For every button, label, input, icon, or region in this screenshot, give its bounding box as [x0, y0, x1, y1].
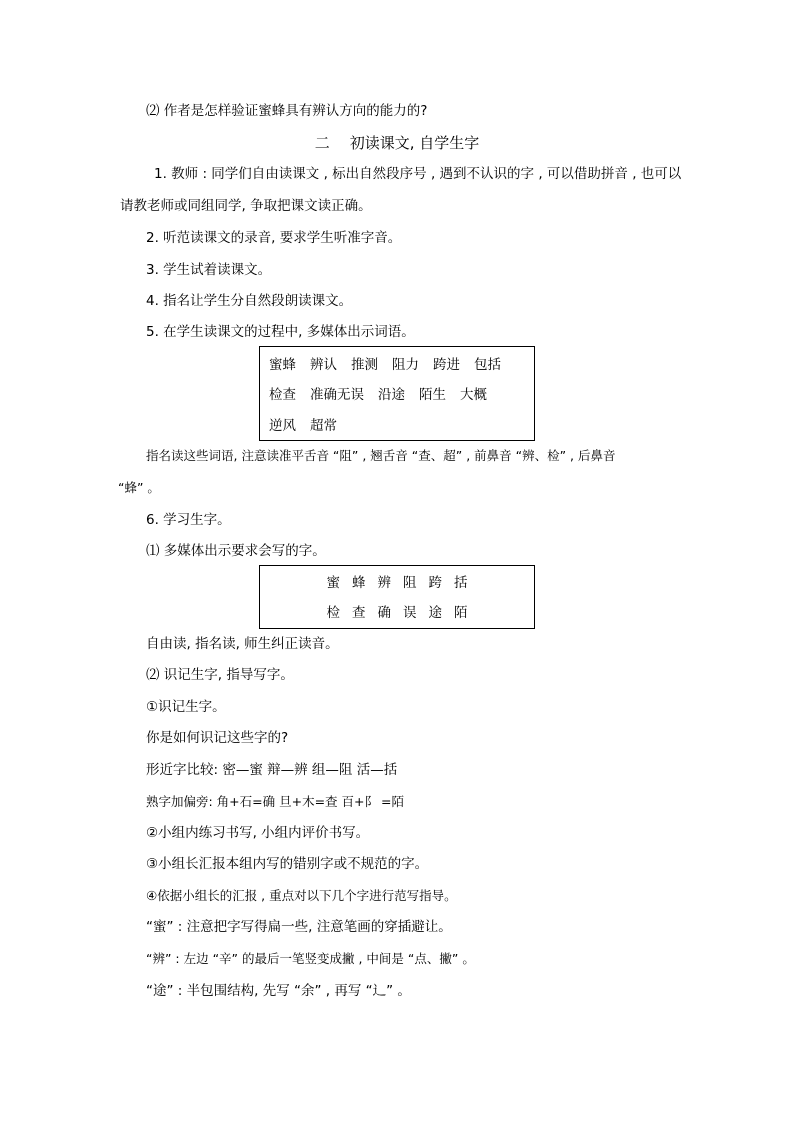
section-number: 二 — [314, 134, 330, 152]
char: 跨 — [428, 575, 442, 591]
char: 误 — [403, 605, 417, 621]
char: 括 — [454, 575, 468, 591]
section-title: 初读课文, 自学生字 — [349, 134, 480, 152]
word: 陌生 — [419, 387, 446, 403]
word: 大概 — [460, 387, 487, 403]
step-3: 3. 学生试着读课文。 — [146, 262, 272, 278]
how-question: 你是如何识记这些字的? — [146, 730, 289, 746]
compare-line: 形近字比较: 密—蜜 辩—辨 组—阻 活—括 — [146, 762, 398, 778]
char: 确 — [377, 605, 391, 621]
char: 查 — [352, 605, 366, 621]
step-6: 6. 学习生字。 — [146, 512, 231, 528]
step-4: 4. 指名让学生分自然段朗读课文。 — [146, 293, 353, 309]
word: 逆风 — [269, 418, 296, 434]
chars-row-2 — [260, 604, 534, 622]
reading-note-line-1: 指名读这些词语, 注意读准平舌音 “阻” , 翘舌音 “查、超” , 前鼻音 “辨、检” , 后鼻音 — [146, 448, 616, 463]
circle-2: ②小组内练习书写, 小组内评价书写。 — [146, 825, 370, 841]
note-mi: “蜜” : 注意把字写得扁一些, 注意笔画的穿插避让。 — [146, 919, 452, 935]
circle-1: ①识记生字。 — [146, 699, 226, 715]
word: 准确无误 — [310, 387, 364, 403]
word: 推测 — [351, 357, 378, 373]
note-bian: “辨” : 左边 “辛” 的最后一笔竖变成撇 , 中间是 “点、撇” 。 — [146, 951, 475, 966]
step-2: 2. 听范读课文的录音, 要求学生听准字音。 — [146, 230, 402, 246]
word: 跨进 — [433, 357, 460, 373]
section-heading — [0, 133, 794, 153]
step-1-line-2: 请教老师或同组同学, 争取把课文读正确。 — [120, 198, 372, 214]
step-5: 5. 在学生读课文的过程中, 多媒体出示词语。 — [146, 324, 415, 340]
char: 阻 — [403, 575, 417, 591]
words-row-3 — [269, 417, 337, 435]
note-tu: “途” : 半包围结构, 先写 “余” , 再写 “辶” 。 — [146, 983, 411, 999]
words-box — [259, 346, 535, 441]
word: 包括 — [474, 357, 501, 373]
reading-note-line-2: “蜂” 。 — [118, 480, 160, 495]
step-6-1: ⑴ 多媒体出示要求会写的字。 — [146, 543, 326, 559]
chars-row-1 — [260, 574, 534, 592]
char: 蜜 — [326, 575, 340, 591]
step-6-2: ⑵ 识记生字, 指导写字。 — [146, 667, 294, 683]
words-row-1 — [269, 356, 501, 374]
word: 阻力 — [392, 357, 419, 373]
circle-3: ③小组长汇报本组内写的错别字或不规范的字。 — [146, 856, 429, 872]
word: 蜜蜂 — [269, 357, 296, 373]
circle-4: ④依据小组长的汇报 , 重点对以下几个字进行范写指导。 — [146, 888, 457, 903]
word: 沿途 — [378, 387, 405, 403]
free-read: 自由读, 指名读, 师生纠正读音。 — [146, 636, 339, 652]
char: 陌 — [454, 605, 468, 621]
question-2: ⑵ 作者是怎样验证蜜蜂具有辨认方向的能力的? — [146, 103, 428, 119]
char: 蜂 — [352, 575, 366, 591]
radicals-line: 熟字加偏旁: 角+石=确 旦+木=查 百+阝 =陌 — [146, 794, 404, 809]
char: 检 — [326, 605, 340, 621]
words-row-2 — [269, 386, 487, 404]
char: 途 — [428, 605, 442, 621]
step-1-line-1: 1. 教师 : 同学们自由读课文 , 标出自然段序号 , 遇到不认识的字 , 可以借助拼音 , 也可以 — [154, 166, 682, 182]
word: 检查 — [269, 387, 296, 403]
chars-box — [259, 565, 535, 629]
word: 超常 — [310, 418, 337, 434]
char: 辨 — [377, 575, 391, 591]
word: 辨认 — [310, 357, 337, 373]
